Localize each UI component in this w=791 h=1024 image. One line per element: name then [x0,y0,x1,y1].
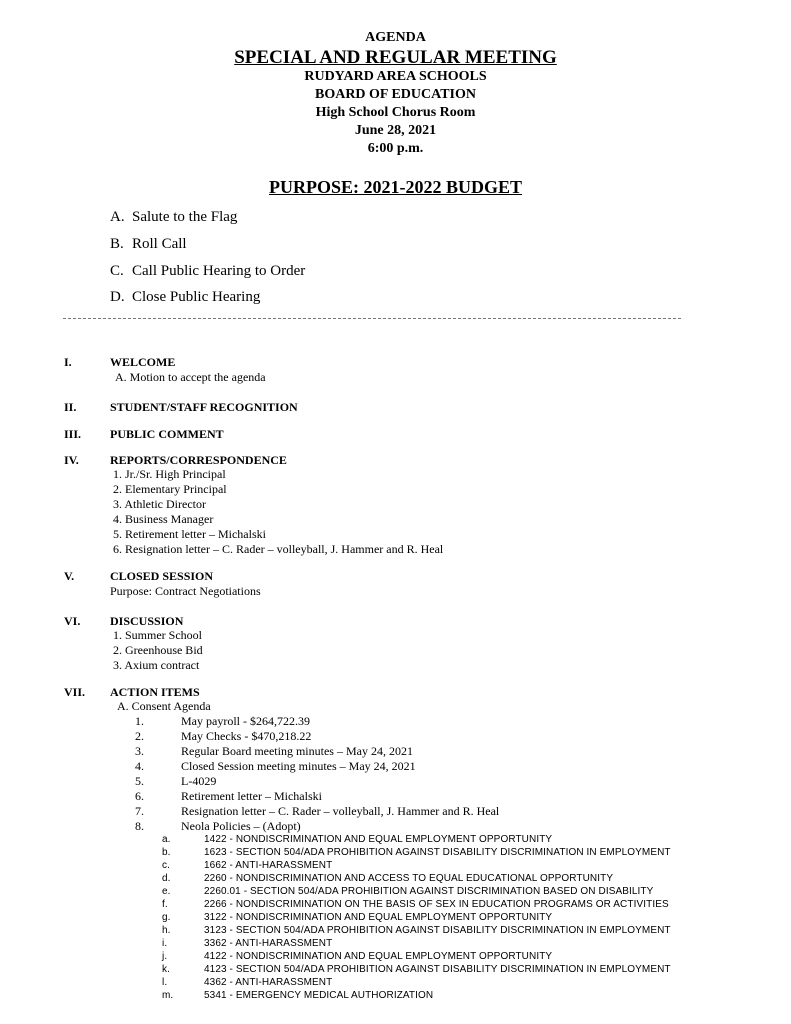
policy-text: 3362 - ANTI-HARASSMENT [204,938,333,949]
section-item: 3. Athletic Director [113,497,206,511]
policy-text: 1662 - ANTI-HARASSMENT [204,860,333,871]
section-number: II. [64,400,77,414]
policy-letter: j. [162,951,168,962]
consent-item-text: Closed Session meeting minutes – May 24, 2021 [181,759,416,773]
consent-item-text: Retirement letter – Michalski [181,789,322,803]
pre-item-text: Salute to the Flag [132,209,238,225]
section-title-closed-session: CLOSED SESSION [110,569,214,583]
policy-text: 3122 - NONDISCRIMINATION AND EQUAL EMPLOYMENT OPPORTUNITY [204,912,553,923]
consent-item-num: 1. [135,714,144,728]
section-title-recognition: STUDENT/STAFF RECOGNITION [110,400,298,414]
section-number: IV. [64,453,79,467]
pre-item [110,236,187,253]
policy-letter: g. [162,912,171,923]
pre-item-letter: D. [110,289,125,305]
policy-letter: h. [162,925,171,936]
header-line-school: RUDYARD AREA SCHOOLS [304,69,487,84]
consent-item-text: L-4029 [181,774,217,788]
section-number: V. [64,569,75,583]
pre-item [110,263,305,280]
header-line-time: 6:00 p.m. [367,141,424,156]
section-item: 2. Elementary Principal [113,482,227,496]
purpose-heading: PURPOSE: 2021-2022 BUDGET [268,177,522,197]
policy-letter: c. [162,860,170,871]
section-title-discussion: DISCUSSION [110,614,184,628]
pre-item [110,209,237,226]
pre-item-text: Roll Call [132,236,187,252]
section-title-reports: REPORTS/CORRESPONDENCE [110,453,287,467]
pre-item [110,289,260,306]
section-item: 6. Resignation letter – C. Rader – volleyball, J. Hammer and R. Heal [113,542,444,556]
consent-item-num: 4. [135,759,144,773]
header-line-date: June 28, 2021 [354,123,437,138]
section-title-public-comment: PUBLIC COMMENT [110,427,224,441]
policy-letter: e. [162,886,171,897]
consent-item-num: 5. [135,774,144,788]
consent-item-text: May Checks - $470,218.22 [181,729,312,743]
section-item: 1. Summer School [113,628,202,642]
pre-item-letter: C. [110,263,124,279]
consent-item-num: 2. [135,729,144,743]
section-item: 3. Axium contract [113,658,200,672]
policy-letter: l. [162,977,168,988]
section-number: VII. [64,685,86,699]
pre-item-letter: B. [110,236,124,252]
section-number: I. [64,355,72,369]
section-title-welcome: WELCOME [110,355,176,369]
pre-item-text: Close Public Hearing [132,289,261,305]
policy-letter: a. [162,834,171,845]
policy-text: 4122 - NONDISCRIMINATION AND EQUAL EMPLOYMENT OPPORTUNITY [204,951,553,962]
section-title-action-items: ACTION ITEMS [110,685,200,699]
policy-letter: m. [162,990,174,1001]
section-item: 1. Jr./Sr. High Principal [113,467,226,481]
agenda-label: AGENDA [365,30,426,45]
consent-item-num: 8. [135,819,144,833]
section-number: III. [64,427,82,441]
consent-item-text: Resignation letter – C. Rader – volleyball, J. Hammer and R. Heal [181,804,500,818]
policy-letter: f. [162,899,168,910]
section-item: Purpose: Contract Negotiations [110,584,261,598]
policy-letter: i. [162,938,168,949]
policy-letter: k. [162,964,170,975]
policy-text: 1422 - NONDISCRIMINATION AND EQUAL EMPLOYMENT OPPORTUNITY [204,834,553,845]
header-line-location: High School Chorus Room [315,105,476,120]
section-item: A. Motion to accept the agenda [115,370,266,384]
pre-item-letter: A. [110,209,125,225]
policy-text: 1623 - SECTION 504/ADA PROHIBITION AGAINST DISABILITY DISCRIMINATION IN EMPLOYMENT [204,847,671,858]
consent-item-text: May payroll - $264,722.39 [181,714,310,728]
consent-item-text: Neola Policies – (Adopt) [181,819,301,833]
policy-text: 2260.01 - SECTION 504/ADA PROHIBITION AGAINST DISCRIMINATION BASED ON DISABILITY [204,886,654,897]
policy-text: 2266 - NONDISCRIMINATION ON THE BASIS OF SEX IN EDUCATION PROGRAMS OR ACTIVITIES [204,899,669,910]
pre-item-text: Call Public Hearing to Order [132,263,306,279]
policy-text: 5341 - EMERGENCY MEDICAL AUTHORIZATION [204,990,434,1001]
policy-letter: d. [162,873,171,884]
section-number: VI. [64,614,81,628]
section-item: 5. Retirement letter – Michalski [113,527,266,541]
header-line-board: BOARD OF EDUCATION [314,87,476,102]
consent-item-num: 7. [135,804,144,818]
consent-item-text: Regular Board meeting minutes – May 24, 2021 [181,744,413,758]
meeting-title: SPECIAL AND REGULAR MEETING [234,47,557,68]
section-item: 4. Business Manager [113,512,214,526]
policy-text: 2260 - NONDISCRIMINATION AND ACCESS TO EQUAL EDUCATIONAL OPPORTUNITY [204,873,614,884]
consent-agenda-heading: A. Consent Agenda [117,699,211,713]
section-item: 2. Greenhouse Bid [113,643,203,657]
divider [63,318,681,319]
policy-text: 4123 - SECTION 504/ADA PROHIBITION AGAINST DISABILITY DISCRIMINATION IN EMPLOYMENT [204,964,671,975]
policy-letter: b. [162,847,171,858]
consent-item-num: 6. [135,789,144,803]
consent-item-num: 3. [135,744,144,758]
policy-text: 3123 - SECTION 504/ADA PROHIBITION AGAINST DISABILITY DISCRIMINATION IN EMPLOYMENT [204,925,671,936]
policy-text: 4362 - ANTI-HARASSMENT [204,977,333,988]
